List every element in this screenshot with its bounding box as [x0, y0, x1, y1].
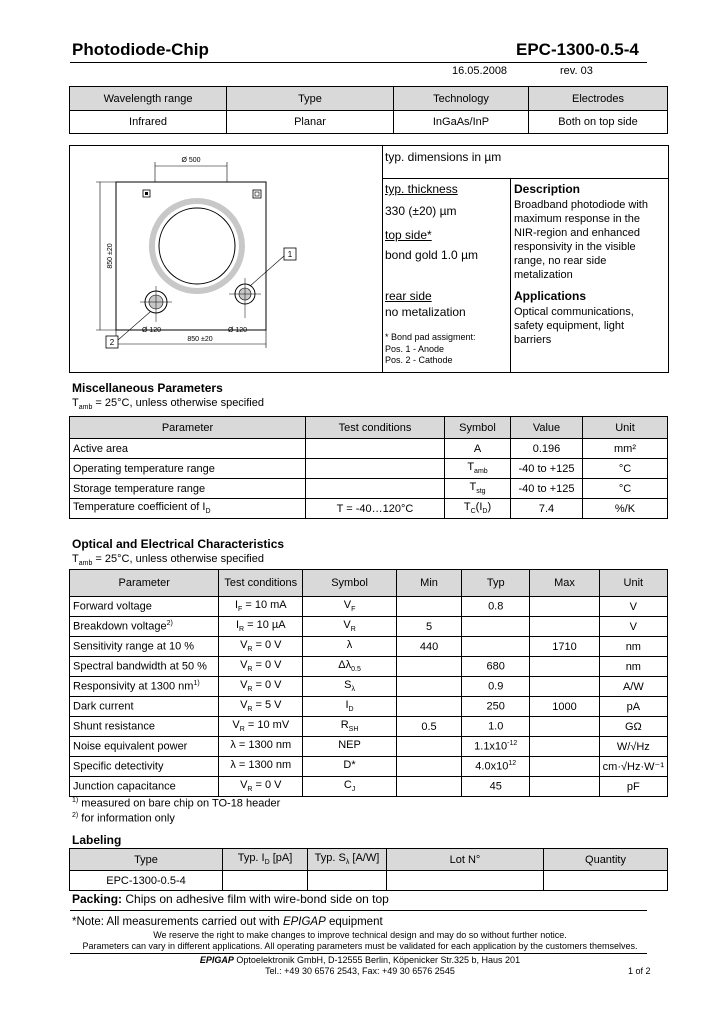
- min-cell: [396, 697, 461, 717]
- max-cell: 1000: [530, 697, 599, 717]
- bond-note: Pos. 1 - Anode: [385, 344, 445, 354]
- min-cell: 5: [396, 617, 461, 637]
- footer-rule: [70, 953, 647, 954]
- optical-header: Unit: [599, 570, 667, 597]
- doc-date: 16.05.2008: [452, 65, 508, 77]
- symbol-cell: $V_F$: [303, 597, 397, 617]
- optical-header: Parameter: [70, 570, 219, 597]
- typ-cell: 250: [462, 697, 530, 717]
- symbol-cell: $C_J$: [303, 777, 397, 797]
- value-cell: 0.196: [511, 439, 583, 459]
- unit-cell: GΩ: [599, 717, 667, 737]
- overview-value: InGaAs/InP: [394, 111, 529, 134]
- min-cell: 440: [396, 637, 461, 657]
- table-row: [70, 657, 668, 677]
- unit-cell: °C: [583, 459, 668, 479]
- cond-cell: T = -40…120°C: [306, 499, 445, 519]
- min-cell: 0.5: [396, 717, 461, 737]
- misc-table: [69, 416, 668, 519]
- label-header: Typ. $I_D$ [pA]: [223, 849, 308, 871]
- typ-cell: 680: [462, 657, 530, 677]
- symbol-cell: $T_C(I_D)$: [445, 499, 511, 519]
- cond-cell: [306, 459, 445, 479]
- symbol-cell: λ: [303, 637, 397, 657]
- footnote-1: $^{1)}$ measured on bare chip on TO-18 header: [72, 797, 281, 810]
- top-side-label: top side*: [385, 228, 432, 242]
- misc-conditions: $T_{amb} = 25^\circ C$, unless otherwise specified: [72, 397, 264, 412]
- table-row: [70, 717, 668, 737]
- max-cell: [530, 617, 599, 637]
- footer-company: EPIGAP Optoelektronik GmbH, D-12555 Berlin, Köpenicker Str.325 b, Haus 201: [199, 955, 521, 965]
- footer-rule: [70, 910, 647, 911]
- param-cell: Responsivity at 1300 $nm^{1)}$: [70, 677, 219, 697]
- unit-cell: pF: [599, 777, 667, 797]
- page-number: 1 of 2: [628, 966, 651, 976]
- page-title: Photodiode-Chip: [72, 40, 209, 59]
- dim-bottom-label: 850 ±20: [187, 336, 213, 343]
- label-cell: [544, 871, 668, 891]
- footer-reserve: We reserve the right to make changes to improve technical design and may do so without further notice.: [153, 930, 567, 940]
- footer-params: Parameters can vary in different applications. All operating parameters must be validated for each application by the customers themselves.: [82, 941, 638, 951]
- table-row: [70, 871, 668, 891]
- overview-header: Electrodes: [529, 87, 668, 111]
- description-title: Description: [514, 182, 581, 196]
- overview-header: Technology: [394, 87, 529, 111]
- overview-table: [69, 86, 668, 134]
- typ-cell: $1.1x10^{-12}$: [462, 737, 530, 757]
- typ-cell: 1.0: [462, 717, 530, 737]
- min-cell: [396, 757, 461, 777]
- max-cell: [530, 737, 599, 757]
- symbol-cell: $V_R$: [303, 617, 397, 637]
- table-row: [70, 737, 668, 757]
- unit-cell: V: [599, 597, 667, 617]
- overview-value: Both on top side: [529, 111, 668, 134]
- param-cell: Spectral bandwidth at 50 %: [70, 657, 219, 677]
- cond-cell: $V_R = 10$ mV: [219, 717, 303, 737]
- dim-top-label: Ø 500: [181, 157, 201, 164]
- label-cell: [387, 871, 544, 891]
- dim-pad2-label: Ø 120: [142, 327, 162, 334]
- footer-phone: Tel.: +49 30 6576 2543, Fax: +49 30 6576 2545: [265, 966, 455, 976]
- min-cell: [396, 677, 461, 697]
- unit-cell: %/K: [583, 499, 668, 519]
- label-header: Quantity: [544, 849, 668, 871]
- part-number: EPC-1300-0.5-4: [516, 40, 639, 59]
- value-cell: -40 to +125: [511, 479, 583, 499]
- label-cell: [223, 871, 308, 891]
- symbol-cell: D*: [303, 757, 397, 777]
- applications-text: Optical communications, safety equipment, light barriers: [514, 306, 634, 346]
- param-cell: Forward voltage: [70, 597, 219, 617]
- optical-header: Symbol: [303, 570, 397, 597]
- typ-cell: 0.8: [462, 597, 530, 617]
- cond-cell: $V_R = 0$ V: [219, 677, 303, 697]
- param-cell: Temperature coefficient of $I_D$: [70, 499, 306, 519]
- min-cell: [396, 737, 461, 757]
- applications-title: Applications: [514, 289, 587, 303]
- rear-side-label: rear side: [385, 289, 432, 303]
- callout-1: 1: [287, 250, 293, 259]
- max-cell: [530, 657, 599, 677]
- overview-value: Planar: [227, 111, 394, 134]
- table-row: [70, 697, 668, 717]
- table-row: [70, 757, 668, 777]
- thickness-value: 330 (±20) µm: [385, 204, 457, 218]
- param-cell: Storage temperature range: [70, 479, 306, 499]
- divider: [382, 145, 383, 372]
- unit-cell: nm: [599, 637, 667, 657]
- table-row: [70, 597, 668, 617]
- value-cell: -40 to +125: [511, 459, 583, 479]
- overview-value: Infrared: [70, 111, 227, 134]
- cond-cell: λ = 1300 nm: [219, 737, 303, 757]
- unit-cell: nm: [599, 657, 667, 677]
- symbol-cell: $R_{SH}$: [303, 717, 397, 737]
- unit-cell: pA: [599, 697, 667, 717]
- unit-cell: °C: [583, 479, 668, 499]
- labeling-title: Labeling: [72, 833, 122, 847]
- symbol-cell: $T_{stg}$: [445, 479, 511, 499]
- unit-cell: W/√Hz: [599, 737, 667, 757]
- cond-cell: $I_R = 10$ µA: [219, 617, 303, 637]
- typ-cell: [462, 617, 530, 637]
- typ-cell: 0.9: [462, 677, 530, 697]
- misc-header: Symbol: [445, 417, 511, 439]
- doc-revision: rev. 03: [560, 65, 593, 77]
- packing: Packing: Chips on adhesive film with wire-bond side on top: [72, 892, 389, 906]
- bond-note: * Bond pad assigment:: [385, 332, 476, 342]
- dim-side-label: 850 ±20: [107, 243, 114, 269]
- cond-cell: $V_R = 0$ V: [219, 657, 303, 677]
- max-cell: [530, 677, 599, 697]
- min-cell: [396, 777, 461, 797]
- cond-cell: $V_R = 5$ V: [219, 697, 303, 717]
- cond-cell: $V_R = 0$ V: [219, 777, 303, 797]
- unit-cell: cm·√Hz·W⁻¹: [599, 757, 667, 777]
- optical-table: [69, 569, 668, 797]
- param-cell: Specific detectivity: [70, 757, 219, 777]
- cond-cell: λ = 1300 nm: [219, 757, 303, 777]
- optical-header: Test conditions: [219, 570, 303, 597]
- symbol-cell: $\Delta\lambda_{0.5}$: [303, 657, 397, 677]
- unit-cell: mm²: [583, 439, 668, 459]
- dim-pad1-label: Ø 120: [228, 327, 248, 334]
- cond-cell: [306, 439, 445, 459]
- footnote-2: $^{2)}$ for information only: [72, 812, 175, 825]
- cond-cell: $I_F = 10$ mA: [219, 597, 303, 617]
- label-header: Type: [70, 849, 223, 871]
- unit-cell: A/W: [599, 677, 667, 697]
- param-cell: Shunt resistance: [70, 717, 219, 737]
- table-row: [70, 777, 668, 797]
- bond-note: Pos. 2 - Cathode: [385, 355, 453, 365]
- label-header: Lot N°: [387, 849, 544, 871]
- misc-header: Unit: [583, 417, 668, 439]
- table-row: [70, 677, 668, 697]
- cond-cell: $V_R = 0$ V: [219, 637, 303, 657]
- callout-2: 2: [109, 338, 115, 347]
- symbol-cell: A: [445, 439, 511, 459]
- unit-cell: V: [599, 617, 667, 637]
- table-row: [70, 439, 668, 459]
- min-cell: [396, 657, 461, 677]
- optical-title: Optical and Electrical Characteristics: [72, 537, 285, 551]
- typ-cell: 45: [462, 777, 530, 797]
- rear-side-value: no metalization: [385, 305, 466, 319]
- param-cell: Dark current: [70, 697, 219, 717]
- max-cell: [530, 757, 599, 777]
- param-cell: Sensitivity range at 10 %: [70, 637, 219, 657]
- top-side-value: bond gold 1.0 µm: [385, 248, 478, 262]
- divider: [382, 178, 668, 179]
- optical-header: Typ: [462, 570, 530, 597]
- overview-header: Wavelength range: [70, 87, 227, 111]
- max-cell: [530, 717, 599, 737]
- symbol-cell: $T_{amb}$: [445, 459, 511, 479]
- table-row: [70, 479, 668, 499]
- cond-cell: [306, 479, 445, 499]
- divider: [510, 178, 511, 372]
- misc-title: Miscellaneous Parameters: [72, 381, 223, 395]
- symbol-cell: NEP: [303, 737, 397, 757]
- optical-header: Max: [530, 570, 599, 597]
- param-cell: Noise equivalent power: [70, 737, 219, 757]
- chip-diagram: [70, 146, 382, 371]
- max-cell: [530, 777, 599, 797]
- max-cell: [530, 597, 599, 617]
- table-row: [70, 637, 668, 657]
- overview-header: Type: [227, 87, 394, 111]
- optical-header: Min: [396, 570, 461, 597]
- label-header: Typ. $S_\lambda$ [A/W]: [308, 849, 387, 871]
- value-cell: 7.4: [511, 499, 583, 519]
- thickness-label: typ. thickness: [385, 182, 458, 196]
- param-cell: Breakdown voltage$^{2)}$: [70, 617, 219, 637]
- typ-cell: [462, 637, 530, 657]
- dims-note: typ. dimensions in µm: [385, 150, 502, 164]
- header-rule: [70, 62, 647, 63]
- table-row: [70, 617, 668, 637]
- label-cell: [308, 871, 387, 891]
- param-cell: Operating temperature range: [70, 459, 306, 479]
- table-row: [70, 459, 668, 479]
- min-cell: [396, 597, 461, 617]
- param-cell: Active area: [70, 439, 306, 459]
- table-row: [70, 499, 668, 519]
- symbol-cell: $I_D$: [303, 697, 397, 717]
- label-type-cell: EPC-1300-0.5-4: [70, 871, 223, 891]
- misc-header: Parameter: [70, 417, 306, 439]
- labeling-table: [69, 848, 668, 891]
- max-cell: 1710: [530, 637, 599, 657]
- misc-header: Value: [511, 417, 583, 439]
- footer-note: *Note: All measurements carried out with EPIGAP equipment: [72, 916, 383, 928]
- symbol-cell: $S_\lambda$: [303, 677, 397, 697]
- description-text: Broadband photodiode with maximum response in the NIR-region and enhanced responsivity in the visible range, no rear side metalization: [514, 199, 648, 281]
- optical-conditions: $T_{amb} = 25^\circ C$, unless otherwise specified: [72, 553, 264, 568]
- misc-header: Test conditions: [306, 417, 445, 439]
- param-cell: Junction capacitance: [70, 777, 219, 797]
- typ-cell: $4.0x10^{12}$: [462, 757, 530, 777]
